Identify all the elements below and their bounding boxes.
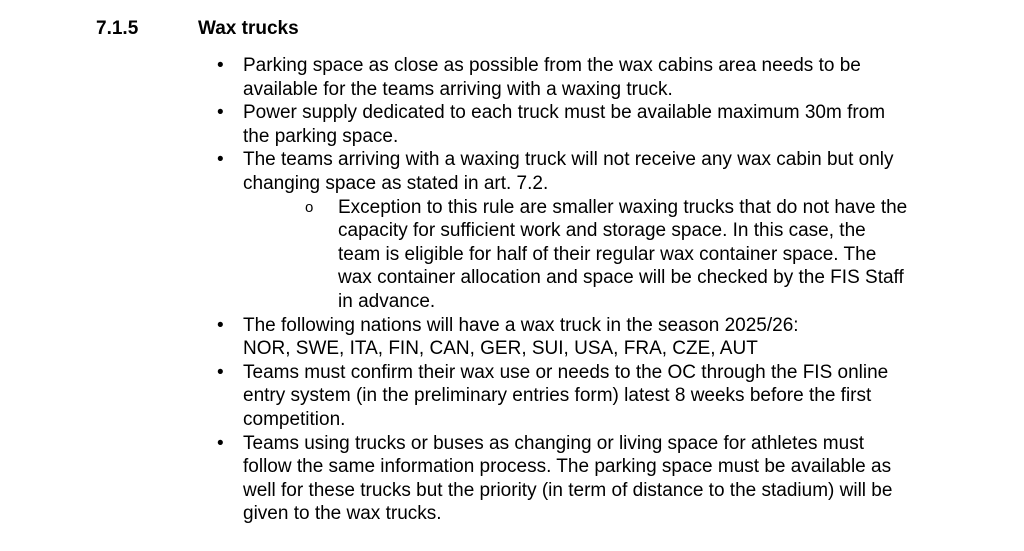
sub-list-item xyxy=(243,196,958,314)
bullet-icon: • xyxy=(217,102,224,124)
circle-bullet-icon: o xyxy=(305,198,314,216)
list-item-text: entry system (in the preliminary entries form) latest 8 weeks before the first xyxy=(243,385,872,407)
list-item xyxy=(214,54,994,101)
bullet-icon: • xyxy=(217,149,224,171)
bullet-icon: • xyxy=(217,55,224,76)
section-title: Wax trucks xyxy=(198,18,299,39)
list-item-text: competition. xyxy=(243,408,346,430)
list-item-text: available for the teams arriving with a waxing truck. xyxy=(243,78,673,100)
list-item xyxy=(214,432,994,526)
bullet-icon: • xyxy=(217,432,224,454)
section-number: 7.1.5 xyxy=(96,18,139,39)
list-item-text: Teams must confirm their wax use or needs to the OC through the FIS online xyxy=(243,361,889,383)
list-item xyxy=(214,101,994,148)
list-item-text: NOR, SWE, ITA, FIN, CAN, GER, SUI, USA, FRA, CZE, AUT xyxy=(243,338,758,360)
list-item-text: Parking space as close as possible from the wax cabins area needs to be xyxy=(243,55,861,76)
bullet-list xyxy=(214,54,994,526)
list-item-text: The following nations will have a wax truck in the season 2025/26: xyxy=(243,314,799,336)
list-item xyxy=(214,361,994,432)
sub-list-item-text: wax container allocation and space will be checked by the FIS Staff xyxy=(338,267,904,289)
list-item-text: given to the wax trucks. xyxy=(243,503,442,525)
list-item-text: Power supply dedicated to each truck must be available maximum 30m from xyxy=(243,102,886,124)
list-item-text: changing space as stated in art. 7.2. xyxy=(243,172,549,194)
sub-list-item-text: capacity for sufficient work and storage space. In this case, the xyxy=(338,220,866,242)
list-item-text: well for these trucks but the priority (in term of distance to the stadium) will be xyxy=(243,479,893,501)
sub-list xyxy=(243,196,994,314)
bullet-icon: • xyxy=(217,361,224,383)
list-item-text: follow the same information process. The parking space must be available as xyxy=(243,456,892,478)
sub-list-item-text: in advance. xyxy=(338,290,436,312)
bullet-icon: • xyxy=(217,314,224,336)
sub-list-item-text: Exception to this rule are smaller waxing trucks that do not have the xyxy=(338,196,908,218)
list-item-text: The teams arriving with a waxing truck will not receive any wax cabin but only xyxy=(243,149,894,171)
list-item-text: the parking space. xyxy=(243,125,399,147)
list-item-text: Teams using trucks or buses as changing or living space for athletes must xyxy=(243,432,864,454)
list-item xyxy=(214,314,994,361)
sub-list-item-text: team is eligible for half of their regular wax container space. The xyxy=(338,243,877,265)
list-item xyxy=(214,148,994,313)
